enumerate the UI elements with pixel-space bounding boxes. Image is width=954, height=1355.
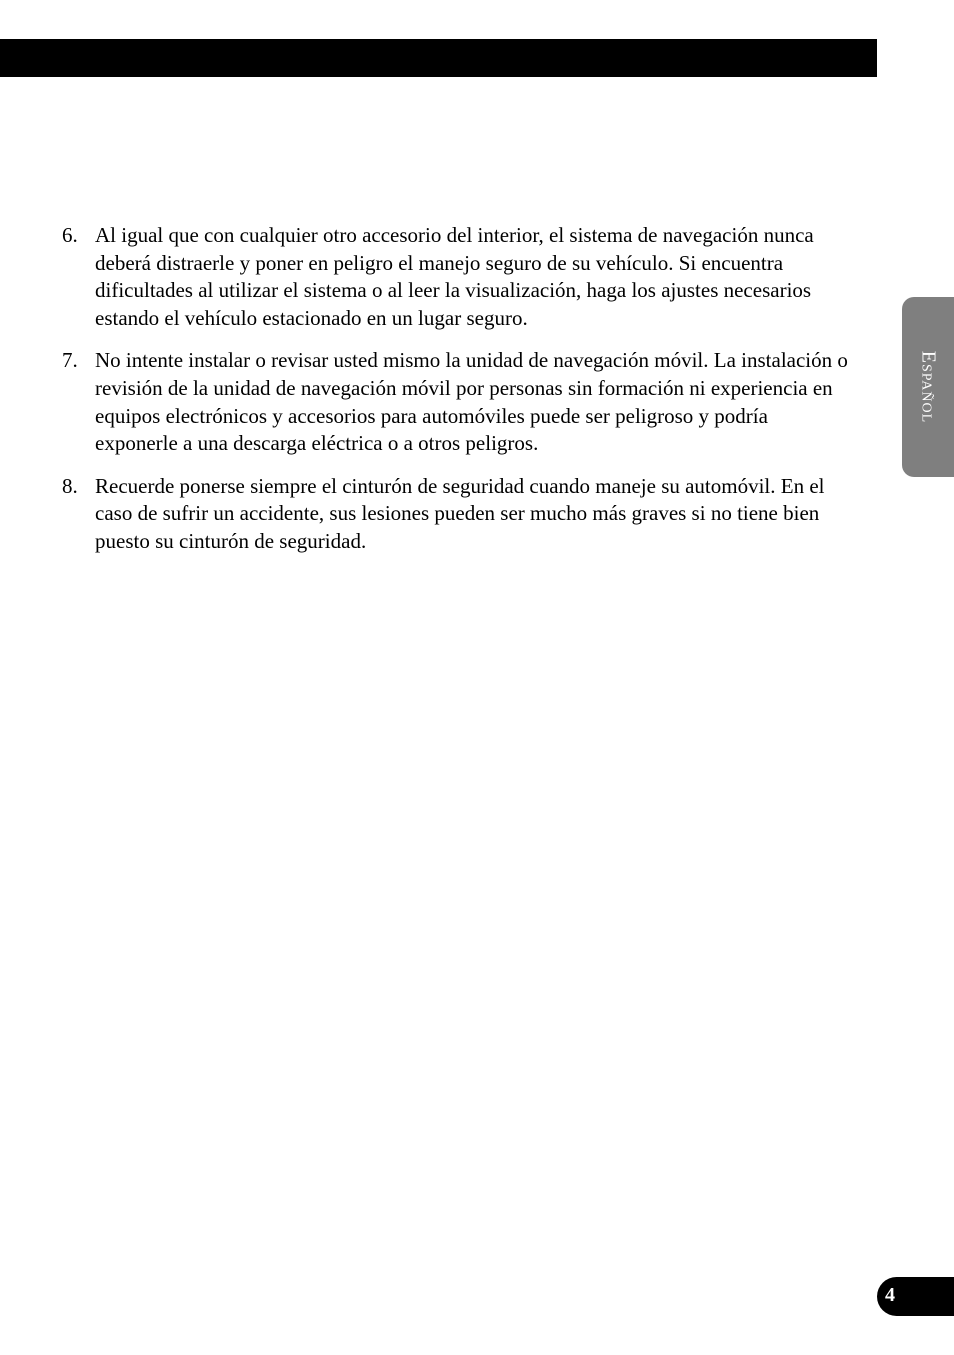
language-tab <box>902 297 954 477</box>
language-tab-label: Español <box>917 350 940 424</box>
list-item <box>62 222 852 332</box>
list-item <box>62 473 852 556</box>
item-text: Al igual que con cualquier otro accesorio del interior, el sistema de navegación nunca deberá distraerle y poner en peligro el manejo seguro de su vehículo. Si encuentra dificultades al utilizar el sistema o al leer la visualización, haga los ajustes necesarios estando el vehículo estacionado en un lugar seguro. <box>95 223 814 330</box>
item-number: 6. <box>62 223 78 247</box>
item-text: No intente instalar o revisar usted mismo la unidad de navegación móvil. La instalación o revisión de la unidad de navegación móvil por personas sin formación ni experiencia en equipos electrónicos y accesorios para automóviles puede ser peligroso y podría exponerle a una descarga eléctrica o a otros peligros. <box>95 348 848 456</box>
item-number: 8. <box>62 473 78 498</box>
item-text: Recuerde ponerse siempre el cinturón de seguridad cuando maneje su automóvil. En el caso de sufrir un accidente, sus lesiones pueden ser mucho más graves si no tiene bien puesto su cinturón de seguridad. <box>95 473 825 553</box>
page-number-tab <box>877 1277 954 1316</box>
item-number: 7. <box>62 348 78 373</box>
page-number: 4 <box>885 1284 895 1306</box>
header-bar <box>0 39 877 77</box>
safety-list <box>62 222 852 571</box>
list-item <box>62 347 852 457</box>
